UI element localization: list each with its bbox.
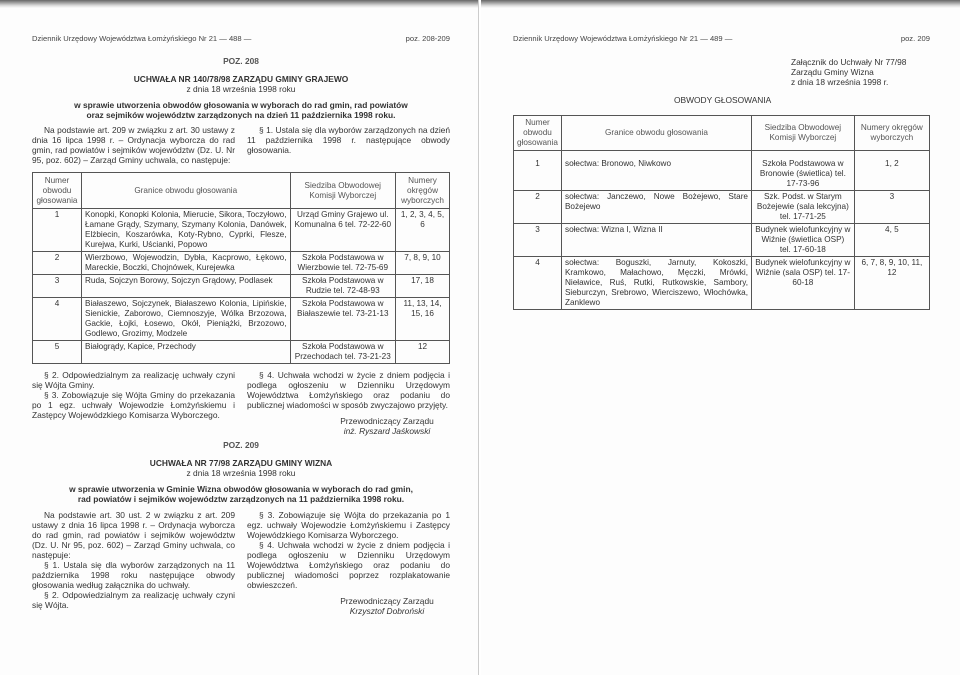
- cell-number: 2: [33, 252, 82, 275]
- cell-districts: 1, 2: [854, 151, 929, 191]
- running-header-right: poz. 209: [900, 34, 930, 43]
- voting-districts-table-grajewo: [32, 172, 450, 364]
- cell-boundaries: Białaszewo, Sojczynek, Białaszewo Kolonia, Lipińskie, Sienickie, Zaborowo, Ciemnoszyje, Wólka Brzozowa, Gackie, Łojki, Łosewo, Okół, Pieniążki, Brzozowo, Godlewo, Grozimy, Modzele: [81, 298, 290, 341]
- resolution-209-intro: Na podstawie art. 30 ust. 2 w związku z art. 209 ustawy z dnia 16 lipca 1998 r. – Ordynacja wyborcza do rad gmin, rad powiatów i sejmików województw (Dz. U. Nr 95, poz. 602) – Zarząd Gminy uchwala, co następuje:: [32, 510, 235, 560]
- cell-seat: Szkoła Podstawowa w Bronowie (świetlica) tel. 17-73-96: [752, 151, 855, 191]
- table-row: [514, 257, 930, 310]
- resolution-208-par4: § 4. Uchwała wchodzi w życie z dniem podjęcia i podlega ogłoszeniu w Dzienniku Urzędowym Województwa Łomżyńskiego oraz podaniu do publicznej wiadomości w sposób zwyczajowo przyjęty.: [247, 370, 450, 410]
- cell-number: 1: [33, 209, 82, 252]
- cell-boundaries: Białogrądy, Kapice, Przechody: [81, 341, 290, 364]
- signature-209-role: Przewodniczący Zarządu: [340, 596, 434, 606]
- resolution-209-subject-2: rad powiatów i sejmików województw zarządzonych na 11 października 1998 roku.: [77, 494, 405, 504]
- poz-209-label: POZ. 209: [223, 440, 259, 450]
- cell-districts: 1, 2, 3, 4, 5, 6: [396, 209, 450, 252]
- cell-boundaries: sołectwa: Janczewo, Nowe Bożejewo, Stare Bożejewo: [561, 191, 751, 224]
- annex-title: OBWODY GŁOSOWANIA: [674, 95, 772, 105]
- cell-districts: 4, 5: [854, 224, 929, 257]
- resolution-208-par3: § 3. Zobowiązuje się Wójta Gminy do przekazania po 1 egz. uchwały Wojewodzie Łomżyńskiemu i Zastępcy Wojewódzkiego Komisarza Wyborczego.: [32, 390, 235, 420]
- annex-line: Zarządu Gminy Wizna: [791, 67, 874, 77]
- cell-boundaries: Wierzbowo, Wojewodzin, Dybła, Kacprowo, Łękowo, Mareckie, Boczki, Chojnówek, Kurejewka: [81, 252, 290, 275]
- signature-208-name: inż. Ryszard Jaśkowski: [343, 426, 431, 436]
- cell-boundaries: sołectwa: Boguszki, Jarnuty, Kokoszki, Kramkowo, Małachowo, Męczki, Mrówki, Nieławice, Ruś, Rutki, Rutkowskie, Sambory, Sieburczyn, Srebrowo, Wierciszewo, Włochówka, Zanklewo: [561, 257, 751, 310]
- cell-seat: Budynek wielofunkcyjny w Wiźnie (świetlica OSP) tel. 17-60-18: [752, 224, 855, 257]
- cell-boundaries: sołectwa: Wizna I, Wizna II: [561, 224, 751, 257]
- cell-boundaries: Ruda, Sojczyn Borowy, Sojczyn Grądowy, Podlasek: [81, 275, 290, 298]
- cell-districts: 12: [396, 341, 450, 364]
- running-header-left: Dziennik Urzędowy Województwa Łomżyńskiego Nr 21 — 488 —: [32, 34, 252, 43]
- cell-seat: Szkoła Podstawowa w Rudzie tel. 72-48-93: [290, 275, 396, 298]
- cell-boundaries: Konopki, Konopki Kolonia, Mierucie, Sikora, Toczyłowo, Łamane Grądy, Szymany, Szymany Kolonia, Danówek, Elżbiecin, Koszarówka, Koty-Rybno, Cyprki, Flesze, Kurejwa, Kurki, Uścianki, Popowo: [81, 209, 290, 252]
- annex-note: [791, 57, 930, 87]
- col-header-seat: Siedziba Obwodowej Komisji Wyborczej: [290, 173, 396, 209]
- cell-districts: 11, 13, 14, 15, 16: [396, 298, 450, 341]
- cell-number: 3: [514, 224, 562, 257]
- resolution-208-subject-1: w sprawie utworzenia obwodów głosowania w wyborach do rad gmin, rad powiatów: [74, 100, 408, 110]
- right-page: [481, 0, 960, 675]
- table-row: [33, 341, 450, 364]
- table-header-row: [514, 116, 930, 151]
- scan-edge: [0, 0, 478, 8]
- poz-208-label: POZ. 208: [223, 56, 259, 66]
- resolution-209-par3: § 3. Zobowiązuje się Wójta do przekazania po 1 egz. uchwały Wojewodzie Łomżyńskiemu i Zastępcy Wojewódzkiego Komisarza Wyborczego.: [247, 510, 450, 540]
- table-row: [33, 298, 450, 341]
- col-header-districts: Numery okręgów wyborczych: [854, 116, 929, 151]
- left-page: [0, 0, 479, 675]
- cell-boundaries: sołectwa: Bronowo, Niwkowo: [561, 151, 751, 191]
- cell-districts: 6, 7, 8, 9, 10, 11, 12: [854, 257, 929, 310]
- cell-number: 5: [33, 341, 82, 364]
- col-header-boundaries: Granice obwodu głosowania: [561, 116, 751, 151]
- annex-line: Załącznik do Uchwały Nr 77/98: [791, 57, 907, 67]
- cell-number: 4: [33, 298, 82, 341]
- resolution-209-date: z dnia 18 września 1998 roku: [186, 468, 296, 478]
- col-header-seat: Siedziba Obwodowej Komisji Wyborczej: [752, 116, 855, 151]
- cell-number: 1: [514, 151, 562, 191]
- table-row: [514, 151, 930, 191]
- cell-number: 4: [514, 257, 562, 310]
- table-row: [33, 275, 450, 298]
- resolution-209-par2: § 2. Odpowiedzialnym za realizację uchwały czyni się Wójta.: [32, 590, 235, 610]
- cell-seat: Budynek wielofunkcyjny w Wiźnie (sala OSP) tel. 17-60-18: [752, 257, 855, 310]
- resolution-209-title: UCHWAŁA NR 77/98 ZARZĄDU GMINY WIZNA: [149, 458, 333, 468]
- annex-line: z dnia 18 września 1998 r.: [791, 77, 889, 87]
- signature-209-name: Krzysztof Dobroński: [349, 606, 425, 616]
- resolution-208-intro: Na podstawie art. 209 w związku z art. 30 ustawy z dnia 16 lipca 1998 r. – Ordynacja wyborcza do rad gmin, rad powiatów i sejmików województw (Dz. U. Nr 95, poz. 602) – Zarząd Gminy uchwala, co następuje:: [32, 125, 235, 165]
- resolution-209-subject-1: w sprawie utworzenia w Gminie Wizna obwodów głosowania w wyborach do rad gmin,: [69, 484, 413, 494]
- cell-seat: Szkoła Podstawowa w Białaszewie tel. 73-21-13: [290, 298, 396, 341]
- cell-districts: 17, 18: [396, 275, 450, 298]
- cell-districts: 3: [854, 191, 929, 224]
- scan-edge: [481, 0, 960, 8]
- col-header-boundaries: Granice obwodu głosowania: [81, 173, 290, 209]
- cell-number: 2: [514, 191, 562, 224]
- running-header-right: poz. 208-209: [405, 34, 450, 43]
- cell-seat: Szkoła Podstawowa w Przechodach tel. 73-21-23: [290, 341, 396, 364]
- resolution-208-par2: § 2. Odpowiedzialnym za realizację uchwały czyni się Wójta Gminy.: [32, 370, 235, 390]
- cell-seat: Szkoła Podstawowa w Wierzbowie tel. 72-75-69: [290, 252, 396, 275]
- resolution-209-par1: § 1. Ustala się dla wyborów zarządzonych na 11 października 1998 roku następujące obwody głosowania według załącznika do uchwały.: [32, 560, 235, 590]
- table-header-row: [33, 173, 450, 209]
- col-header-number: Numer obwodu głosowania: [514, 116, 562, 151]
- resolution-209-par4: § 4. Uchwała wchodzi w życie z dniem podjęcia i podlega ogłoszeniu w Dzienniku Urzędowym Województwa Łomżyńskiego oraz podaniu do publicznej wiadomości poprzez rozplakatowanie obwieszczeń.: [247, 540, 450, 590]
- running-header-left: Dziennik Urzędowy Województwa Łomżyńskiego Nr 21 — 489 —: [513, 34, 733, 43]
- col-header-number: Numer obwodu głosowania: [33, 173, 82, 209]
- table-row: [33, 252, 450, 275]
- resolution-208-title: UCHWAŁA NR 140/78/98 ZARZĄDU GMINY GRAJEWO: [133, 74, 349, 84]
- voting-districts-table-wizna: [513, 115, 930, 310]
- table-row: [514, 224, 930, 257]
- table-row: [33, 209, 450, 252]
- signature-208-role: Przewodniczący Zarządu: [340, 416, 434, 426]
- cell-number: 3: [33, 275, 82, 298]
- cell-seat: Szk. Podst. w Starym Bożejewie (sala lekcyjna) tel. 17-71-25: [752, 191, 855, 224]
- resolution-208-par1: § 1. Ustala się dla wyborów zarządzonych na dzień 11 października 1998 r. następujące obwody głosowania.: [247, 125, 450, 155]
- resolution-208-subject-2: oraz sejmików województw zarządzonych na dzień 11 października 1998 roku.: [86, 110, 396, 120]
- cell-seat: Urząd Gminy Grajewo ul. Komunalna 6 tel. 72-22-60: [290, 209, 396, 252]
- table-row: [514, 191, 930, 224]
- cell-districts: 7, 8, 9, 10: [396, 252, 450, 275]
- col-header-districts: Numery okręgów wyborczych: [396, 173, 450, 209]
- resolution-208-date: z dnia 18 września 1998 roku: [186, 84, 296, 94]
